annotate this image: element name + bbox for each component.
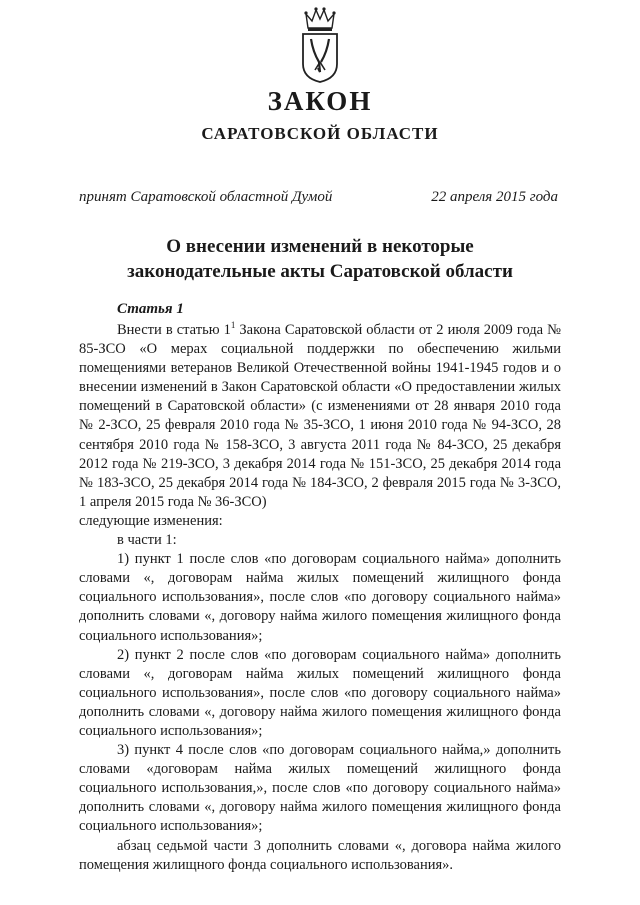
adopted-date: 22 апреля 2015 года [431, 189, 558, 205]
adopted-by: принят Саратовской областной Думой [79, 189, 333, 205]
item-3: 3) пункт 4 после слов «по договорам социального найма,» дополнить словами «договорам найма жилых помещений жилищного фонда социального использования,», после слов «по договору социального найма» дополнить словами «, договору найма жилого помещения жилищного фонда социального использования»; [79, 742, 561, 835]
item-1: 1) пункт 1 после слов «по договорам социального найма» дополнить словами «, договорам найма жилых помещений жилищного фонда социального использования», после слов «по договору социального найма» дополнить словами «, договору найма жилого помещения жилищного фонда социального использования»; [79, 551, 561, 644]
document-title [0, 234, 640, 284]
intro-superscript: 1 [230, 320, 236, 331]
article-intro [79, 321, 561, 512]
document-title-line-2: законодательные акты Саратовской области [127, 261, 513, 282]
intro-after-sup: Закона Саратовской области от 2 июля 2009 года № 85-ЗСО «О мерах социальной поддержки по обеспечению жильми помещениями ветеранов Великой Отечественной войны 1941-1945 годов и о внесении изменений в Закон Саратовской области «О предоставлении жилых помещений в Саратовской области» (с изменениями от 28 января 2010 года № 2-ЗСО, 25 февраля 2010 года № 35-ЗСО, 1 июня 2010 года № 94-ЗСО, 28 сентября 2010 года № 158-ЗСО, 3 августа 2011 года № 84-ЗСО, 25 декабря 2012 года № 219-ЗСО, 3 декабря 2014 года № 151-ЗСО, 25 декабря 2014 года № 183-ЗСО, 25 декабря 2014 года № 184-ЗСО, 2 февраля 2015 года № 3-ЗСО, 1 апреля 2015 года № 36-ЗСО) [79, 322, 561, 510]
coat-of-arms-icon [298, 6, 342, 84]
region-name: САРАТОВСКОЙ ОБЛАСТИ [201, 124, 439, 143]
article-body [79, 321, 561, 875]
intro-tail: следующие изменения: [79, 512, 223, 529]
article-heading: Статья 1 [117, 301, 184, 317]
document-title-line-1: О внесении изменений в некоторые [166, 236, 474, 257]
law-title: ЗАКОН [267, 86, 373, 116]
part-1-label: в части 1: [117, 532, 177, 549]
part-3-amendment: абзац седьмой части 3 дополнить словами «, договора найма жилого помещения жилищного фонда социального использования». [79, 837, 561, 873]
intro-before-sup: Внести в статью 1 [117, 322, 231, 338]
item-2: 2) пункт 2 после слов «по договорам социального найма» дополнить словами «, договорам найма жилых помещений жилищного фонда социального использования», после слов «по договору социального найма» дополнить словами «, договору найма жилого помещения жилищного фонда социального использования»; [79, 646, 561, 739]
